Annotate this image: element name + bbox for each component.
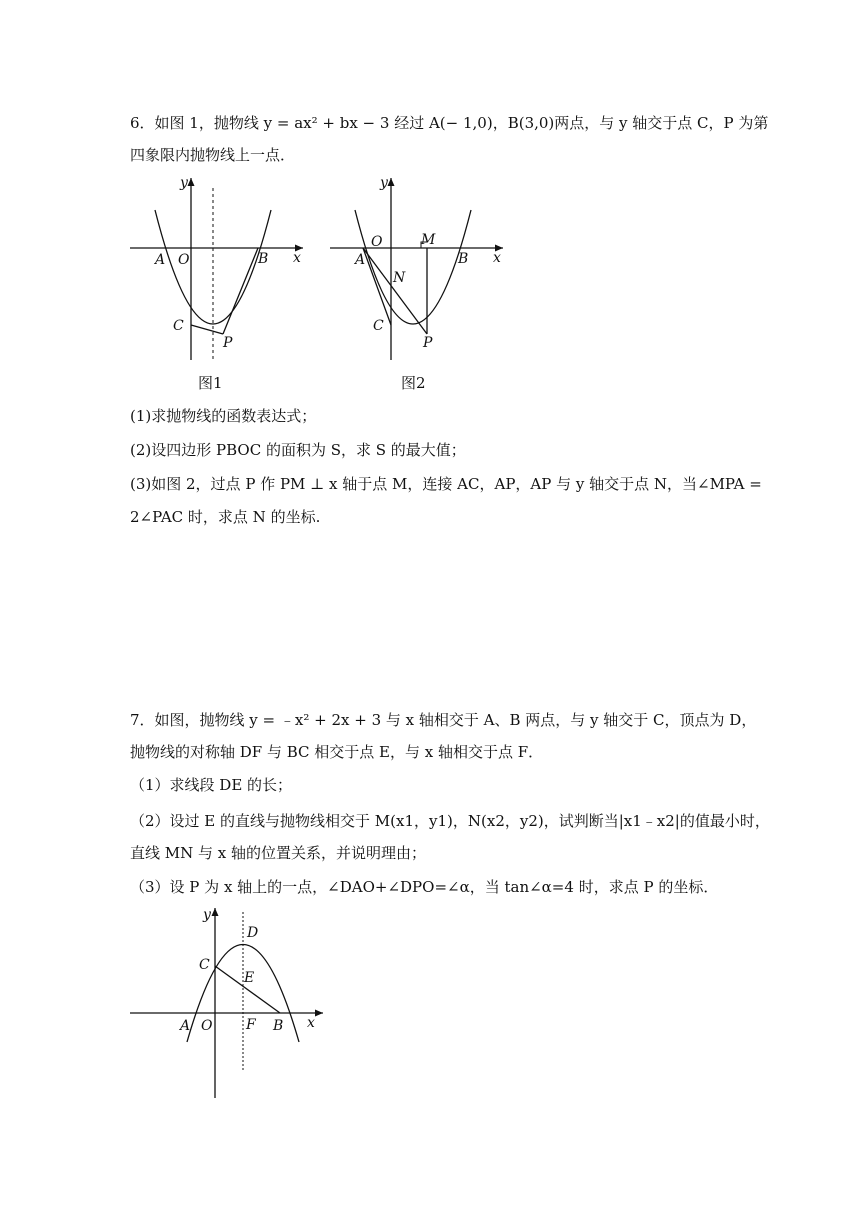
figure1-caption: 图1 <box>198 374 223 392</box>
fig7-label-b: B <box>273 1018 284 1034</box>
fig1-label-b: B <box>258 251 269 267</box>
problem6-question2: (2)设四边形 PBOC 的面积为 S，求 S 的最大值； <box>130 441 466 459</box>
problem7-question3: （3）设 P 为 x 轴上的一点，∠DAO+∠DPO=∠α，当 tan∠α=4 时，求点 P 的坐标． <box>130 878 719 896</box>
fig7-label-a: A <box>180 1018 191 1034</box>
problem7-line1: 7．如图，抛物线 y = ﹣x² + 2x + 3 与 x 轴相交于 A、B 两点，与 y 轴交于 C，顶点为 D， <box>130 711 757 729</box>
fig2-label-n: N <box>393 270 406 286</box>
fig2-label-m: M <box>421 232 436 248</box>
problem7-figure <box>125 902 325 1102</box>
fig2-label-p: P <box>423 335 433 351</box>
problem6-figure2 <box>325 170 510 365</box>
fig7-label-o: O <box>201 1018 213 1034</box>
problem7-question2-line2: 直线 MN 与 x 轴的位置关系，并说明理由； <box>130 844 427 862</box>
problem6-question3-line1: (3)如图 2，过点 P 作 PM ⊥ x 轴于点 M，连接 AC，AP，AP 与 y 轴交于点 N，当∠MPA = <box>130 475 762 493</box>
fig7-label-e: E <box>244 970 255 986</box>
fig2-label-c: C <box>373 318 384 334</box>
fig7-label-f: F <box>246 1017 256 1033</box>
problem6-line1: 6．如图 1，抛物线 y = ax² + bx − 3 经过 A(− 1,0)，B(3,0)两点，与 y 轴交于点 C，P 为第 <box>130 114 769 132</box>
fig1-label-a: A <box>155 252 166 268</box>
figure2-caption: 图2 <box>401 374 426 392</box>
fig2-label-b: B <box>458 251 469 267</box>
problem6-figure1 <box>125 170 310 365</box>
fig7-label-y: y <box>203 907 211 923</box>
fig7-label-c: C <box>199 957 210 973</box>
problem7-question2-line1: （2）设过 E 的直线与抛物线相交于 M(x1，y1)，N(x2，y2)，试判断当|x1﹣x2|的值最小时， <box>130 812 770 830</box>
fig1-label-c: C <box>173 318 184 334</box>
fig2-label-a: A <box>355 252 366 268</box>
fig1-label-o: O <box>178 252 190 268</box>
problem7-line2: 抛物线的对称轴 DF 与 BC 相交于点 E，与 x 轴相交于点 F． <box>130 743 544 761</box>
fig1-label-p: P <box>223 335 233 351</box>
problem6-question3-line2: 2∠PAC 时，求点 N 的坐标. <box>130 508 321 526</box>
problem7-question1: （1）求线段 DE 的长； <box>130 776 293 794</box>
fig2-label-o: O <box>371 234 383 250</box>
problem6-question1: (1)求抛物线的函数表达式； <box>130 407 317 425</box>
fig1-label-y: y <box>180 175 188 191</box>
fig1-label-x: x <box>293 250 301 266</box>
fig7-label-d: D <box>247 925 259 941</box>
fig2-label-y: y <box>380 175 388 191</box>
problem6-line2: 四象限内抛物线上一点． <box>130 146 296 164</box>
fig2-label-x: x <box>493 250 501 266</box>
fig7-label-x: x <box>307 1015 315 1031</box>
